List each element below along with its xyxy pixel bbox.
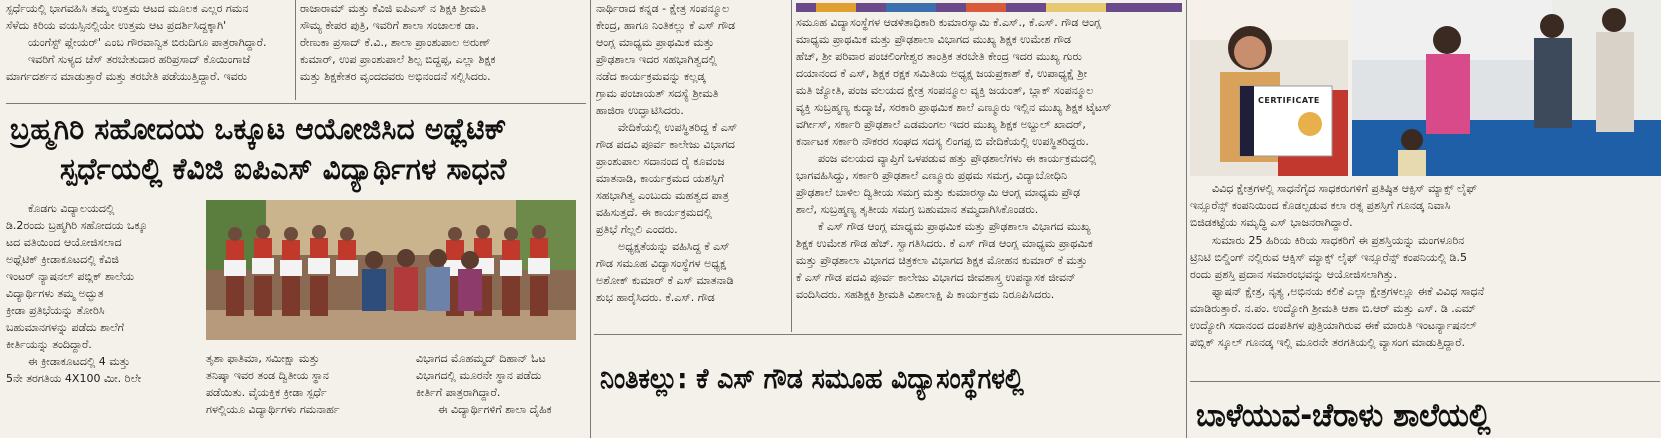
col1-top-line: ಮಾರ್ಗದರ್ಶನ ಮಾಡುತ್ತಾರೆ ಮತ್ತು ತರಬೇತಿ ಪಡೆಯುತ್ತಿದ್ದಾರೆ. ಇವರು [6,70,247,83]
col1-body-line: ಟದ ವತಿಯಿಂದ ಆಯೋಜಿಸಲಾದ [6,236,122,249]
col2-top-line: ಕುಮಾರ್, ಉಪ ಪ್ರಾಂಶುಪಾಲೆ ಶಿಲ್ಪ ಬಿದ್ದಪ್ಪ, ಎಲ್ಲಾ ಶಿಕ್ಷಕ [300,53,496,66]
col3-line: ಮಾತನಾಡಿ, ಕಾರ್ಯಕ್ರಮದ ಯಶಸ್ಸಿಗೆ [596,172,724,185]
col4-line: ಕೆ ಎಸ್ ಗೌಡ ಪದವಿ ಪೂರ್ವ ಕಾಲೇಜು ವಿಭಾಗದ ಜೀವಶಾಸ್ತ್ರ ಉಪನ್ಯಾಸಕ ಜೀವನ್ [796,271,1076,284]
col4-text [796,14,1182,303]
event-photo-strip [796,0,1182,12]
award-caption [1190,180,1660,231]
col3-line: ವೇದಿಕೆಯಲ್ಲಿ ಉಪಸ್ಥಿತರಿದ್ದ ಕೆ ಎಸ್ [618,121,738,134]
col1-body-line: ಬಹುಮಾನಗಳನ್ನು ಪಡೆದು ಶಾಲೆಗೆ [6,321,125,334]
col3-text [596,0,786,306]
col2-top-line: ಸೌಮ್ಯ ಕೇಪರ ಪುತ್ರಿ, ಇವರಿಗೆ ಶಾಲಾ ಸಂಚಾಲಕ ಡಾ. [300,19,479,32]
award-body-line: ಪಬ್ಲಿಕ್ ಸ್ಕೂಲ್ ಗೂನಡ್ಕ ಇಲ್ಲಿ ಮೂರನೇ ತರಗತಿಯಲ್ಲಿ ವ್ಯಾಸಂಗ ಮಾಡುತ್ತಿದ್ದಾರೆ. [1190,336,1465,349]
col3-line: ಹಾಜಿರಾ ಉದ್ಘಾಟಿಸಿದರು. [596,104,684,117]
col2-top-text [300,0,584,85]
col3-line: ಪ್ರೌಢಶಾಲಾ ಇದರ ಸಹಭಾಗಿತ್ವದಲ್ಲಿ [596,53,717,66]
col2-lower-line: ವಿಭಾಗದಲ್ಲಿ ಮೂರನೇ ಸ್ಥಾನ ಪಡೆದು [416,369,542,382]
award-body-line: ಸುಮಾರು 25 ಹಿರಿಯ ಕಿರಿಯ ಸಾಧಕರಿಗೆ ಈ ಪ್ರಶಸ್ತಿಯನ್ನು ಮಂಗಳೂರಿನ [1212,234,1465,247]
col1-body-line: ಕ್ರೀಡಾ ಪ್ರತಿಭೆಯನ್ನು ತೋರಿಸಿ [6,304,105,317]
col2-lower-line: ವಿಭಾಗದ ಮೊಹಮ್ಮದ್ ದಿಹಾನ್ ಓಟ [416,352,546,365]
col4-line: ದಯಾನಂದ ಕೆ ಎಸ್, ಶಿಕ್ಷಕ ರಕ್ಷಕ ಸಮಿತಿಯ ಅಧ್ಯಕ್ಷ ಜಯಪ್ರಕಾಶ್ ಕೆ, ಉಪಾಧ್ಯಕ್ಷೆ ಶ್ರೀ [796,67,1088,80]
col3-line: ಪ್ರಾಂಶುಪಾಲ ಸದಾನಂದ ರೈ ಕೂವಂಜ [596,155,725,168]
col3-line: ಗೌಡ ಸಮೂಹ ವಿದ್ಯಾಸಂಸ್ಥೆಗಳ ಅಧ್ಯಕ್ಷ [596,257,726,270]
column-rule [791,0,792,332]
col1-body-line: ಅಥ್ಲೆಟಿಕ್ ಕ್ರೀಡಾಕೂಟದಲ್ಲಿ ಕೆವಿಜಿ [6,253,119,266]
col1-body-line: ಡಿ.2ರಂದು ಬ್ರಹ್ಮಗಿರಿ ಸಹೋದಯ ಒಕ್ಕೂ [6,219,148,232]
athletes-photo-illustration [206,200,576,340]
column-rule [590,0,591,438]
award-caption-line: ವಿವಿಧ ಕ್ಷೇತ್ರಗಳಲ್ಲಿ ಸಾಧನೆಗೈದ ಸಾಧಕರುಗಳಿಗೆ ಪ್ರತಿಷ್ಠಿತ ಆಕ್ಸಿಸ್ ಮ್ಯಾಕ್ಸ್ ಲೈಫ್ [1212,182,1478,195]
col3-line: ಗ್ರಾಮ ಪಂಚಾಯತ್ ಸದಸ್ಯೆ ಶ್ರೀಮತಿ [596,87,719,100]
col3-line: ಅಶೋಕ್ ಕುಮಾರ್ ಕೆ ಎಸ್ ಮಾತನಾಡಿ [596,274,734,287]
col3-line: ಶುಭ ಹಾರೈಸಿದರು. ಕೆ.ಎಸ್. ಗೌಡ [596,291,715,304]
col2-lower-right-text [416,350,586,418]
award-body-line: ಮಾಡಿರುತ್ತಾರೆ. ನ.ಪಂ. ಉದ್ಯೋಗಿ ಶ್ರೀಮತಿ ಆಶಾ ಬಿ.ಆರ್ ಮತ್ತು ಎಸ್. ಡಿ .ಎಮ್ [1190,302,1476,315]
col4-line: ಹೆಚ್, ಶ್ರೀ ಪರಿವಾರ ಪಂಚಲಿಂಗೇಶ್ವರ ತಾಂತ್ರಿಕ ತರಬೇತಿ ಕೇಂದ್ರ ಇದರ ಮುಖ್ಯ ಗುರು [796,50,1082,63]
col4-line: ಶಾಲೆ, ಸುಬ್ರಹ್ಮಣ್ಯ ತೃತೀಯ ಸಮಗ್ರ ಬಹುಮಾನ ತಮ್ಮದಾಗಿಸಿಕೊಂಡರು. [796,203,1039,216]
col2-lower-line: ಕೀರ್ತಿಗೆ ಪಾತ್ರರಾಗಿದ್ದಾರೆ. [416,386,501,399]
col4-line: ಸಮೂಹ ವಿದ್ಯಾಸಂಸ್ಥೆಗಳ ಆಡಳಿತಾಧಿಕಾರಿ ಕುಮಾರಸ್ವಾಮಿ ಕೆ.ಎಸ್., ಕೆ.ಎಸ್. ಗೌಡ ಆಂಗ್ಲ [796,16,1102,29]
col3-line: ಆಂಗ್ಲ ಮಾಧ್ಯಮ ಪ್ರಾಥಮಿಕ ಮತ್ತು [596,36,715,49]
col2-lower-line: ಪಡೆಯಿತು. ವೈಯಕ್ತಿಕ ಕ್ರೀಡಾ ಸ್ಪರ್ಧೆ [206,386,327,399]
award-body-line: ರಂದು ಪ್ರಶಸ್ತಿ ಪ್ರದಾನ ಸಮಾರಂಭವನ್ನು ಆಯೋಜಿಸಲಾಗಿತ್ತು. [1190,268,1398,281]
col4-line: ಪಂಜ ವಲಯದ ವ್ಯಾಪ್ತಿಗೆ ಒಳಪಡುವ ಹತ್ತು ಪ್ರೌಢಶಾಲೆಗಳು ಈ ಕಾರ್ಯಕ್ರಮದಲ್ಲಿ [818,152,1097,165]
award-body-line: ಫ್ಯಾಷನ್ ಕ್ಷೇತ್ರ, ನೃತ್ಯ ,ಅಭಿನಯ ಕಲಿಕೆ ಎಲ್ಲಾ ಕ್ಷೇತ್ರಗಳಲ್ಲೂ ಈಕೆ ವಿವಿಧ ಸಾಧನೆ [1212,285,1485,298]
col4-line: ವ್ಯಕ್ತಿ ಸುಬ್ರಹ್ಮಣ್ಯ ಕುದ್ಮಾಜೆ, ಸರಕಾರಿ ಪ್ರಾಥಮಿಕ ಶಾಲೆ ಎಣ್ಮೂರು ಇಲ್ಲಿನ ಮುಖ್ಯ ಶಿಕ್ಷಕ ಟೈಟಸ್ [796,101,1112,114]
col1-body-line: ಈ ಕ್ರೀಡಾಕೂಟದಲ್ಲಿ 4 ಮತ್ತು [28,355,131,368]
column-rule [1186,0,1187,438]
col3-line: ವಹಿಸುತ್ತದೆ. ಈ ಕಾರ್ಯಕ್ರಮದಲ್ಲಿ [596,206,712,219]
col4-line: ಪ್ರೌಢಶಾಲೆ ಬಾಳಿಲ ದ್ವಿತೀಯ ಸಮಗ್ರ ಮತ್ತು ಕುಮಾರಸ್ವಾಮಿ ಆಂಗ್ಲ ಮಾಧ್ಯಮ ಪ್ರೌಢ [796,186,1081,199]
col2-lower-line: ತನಿಷ್ಕಾ ಇವರ ತಂಡ ದ್ವಿತೀಯ ಸ್ಥಾನ [206,369,329,382]
award-body-line: ಉದ್ಯೋಗಿ ಸದಾನಂದ ದಂಪತಿಗಳ ಪುತ್ರಿಯಾಗಿರುವ ಈಕೆ ಮಾರುತಿ ಇಂಟರ್ನ್ಯಾಷನಲ್ [1190,319,1477,332]
col1-body-line: 5ನೇ ತರಗತಿಯ 4X100 ಮೀ. ರಿಲೇ [6,372,142,385]
headline-ninthikallu: ನಿಂತಿಕಲ್ಲು: ಕೆ ಎಸ್ ಗೌಡ ಸಮೂಹ ವಿದ್ಯಾಸಂಸ್ಥೆಗಳಲ್ಲಿ [600,362,1024,395]
col1-body-line: ಕೊಡಗು ವಿದ್ಯಾಲಯದಲ್ಲಿ [28,202,115,215]
award-photo-left-illustration [1190,0,1348,176]
col1-body-line: ಇಂಟರ್ ನ್ಯಾಷನಲ್ ಪಬ್ಲಿಕ್ ಶಾಲೆಯ [6,270,135,283]
col4-line: ಕೆ ಎಸ್ ಗೌಡ ಆಂಗ್ಲ ಮಾಧ್ಯಮ ಪ್ರಾಥಮಿಕ ಮತ್ತು ಪ್ರೌಢಶಾಲಾ ವಿಭಾಗದ ಮುಖ್ಯ [818,220,1091,233]
col4-line: ಕರ್ನಾಟಕ ಸರ್ಕಾರಿ ನೌಕರರ ಸಂಘದ ಸದಸ್ಯ ಲಿಂಗಪ್ಪ ಬಿ ವೇದಿಕೆಯಲ್ಲಿ ಉಪಸ್ಥಿತರಿದ್ದರು. [796,135,1089,148]
col1-body-line: ವಿದ್ಯಾರ್ಥಿಗಳು ತಮ್ಮ ಅದ್ಭುತ [6,287,104,300]
section-rule [6,103,586,104]
award-caption-line: ಇನ್ಸೂರೆನ್ಸ್ ಕಂಪನಿಯಿಂದ ಕೊಡಲ್ಪಡುವ ಕಲಾ ರತ್ನ ಪ್ರಶಸ್ತಿಗೆ ಗೂನಡ್ಕ ನಿವಾಸಿ [1190,199,1451,212]
headline-athletics-line2: ಸ್ಪರ್ಧೆಯಲ್ಲಿ ಕೆವಿಜಿ ಐಪಿಎಸ್ ವಿದ್ಯಾರ್ಥಿಗಳ ಸಾಧನೆ [60,152,507,187]
col2-top-line: ರಾಜಾರಾಮ್ ಮತ್ತು ಕೆವಿಜಿ ಐಪಿಎಸ್ ನ ಶಿಕ್ಷಕಿ ಶ್ರೀಮತಿ [300,2,487,15]
col2-top-line: ರೇಣುಕಾ ಪ್ರಸಾದ್ ಕೆ.ವಿ., ಶಾಲಾ ಪ್ರಾಂಶುಪಾಲ ಅರುಣ್ [300,36,491,49]
award-photo-girl-certificate [1190,0,1348,176]
event-photo-illustration [796,3,1182,12]
col1-body-line: ಕೀರ್ತಿಯನ್ನು ತಂದಿದ್ದಾರೆ. [6,338,92,351]
col2-top-line: ಮತ್ತು ಶಿಕ್ಷಕೇತರ ವೃಂದದವರು ಅಭಿನಂದನೆ ಸಲ್ಲಿಸಿದರು. [300,70,491,83]
col1-top-line: ಇವರಿಗೆ ಸುಳ್ಯದ ಚೆಸ್ ತರಬೇತುದಾರ ಹರಿಪ್ರಸಾದ್ ಕೊಯಿಂಗಾಜೆ [28,53,251,66]
award-caption-line: ಬಿಜಿಡಕಟ್ಟೆಯ ಸಮೃದ್ಧಿ ಎಸ್ ಭಾಜನರಾಗಿದ್ದಾರೆ. [1190,216,1353,229]
col3-line: ಗೌಡ ಪದವಿ ಪೂರ್ವ ಕಾಲೇಜು ವಿಭಾಗದ [596,138,735,151]
award-body-text [1190,232,1660,351]
col3-line: ನಾರ್ಥಿರಾದ ಕನ್ನಡ - ಕ್ಷೇತ್ರ ಸಂಪನ್ಮೂಲ [596,2,730,15]
col4-line: ವಂದಿಸಿದರು. ಸಹಶಿಕ್ಷಕಿ ಶ್ರೀಮತಿ ವಿಶಾಲಾಕ್ಷಿ ಪಿ ಕಾರ್ಯಕ್ರಮ ನಿರೂಪಿಸಿದರು. [796,288,1055,301]
col2-lower-left-text [206,350,406,418]
section-rule [594,334,1182,335]
col1-top-line: ಸೆಳೆದು ಕಿರಿಯ ವಯಸ್ಸಿನಲ್ಲಿಯೇ ಉತ್ತಮ ಆಟ ಪ್ರದರ್ಶಿಸಿದ್ದಕ್ಕಾಗಿ' [6,19,227,32]
col4-line: ಶಿಕ್ಷಕ ಉಮೇಶ ಗೌಡ ಹೆಚ್. ಸ್ವಾಗತಿಸಿದರು. ಕೆ ಎಸ್ ಗೌಡ ಆಂಗ್ಲ ಮಾಧ್ಯಮ ಪ್ರಾಥಮಿಕ [796,237,1093,250]
col2-lower-line: ಈ ವಿದ್ಯಾರ್ಥಿಗಳಿಗೆ ಶಾಲಾ ದೈಹಿಕ [438,403,552,416]
headline-school-event: ಬಾಳೆಯುವ-ಚೆರಾಳು ಶಾಲೆಯಲ್ಲಿ [1196,396,1491,434]
col3-line: ಸಹಭಾಗಿತ್ವ ಎಂಬುದು ಮಹತ್ವದ ಪಾತ್ರ [596,189,729,202]
col2-lower-line: ಗಳಲ್ಲಿಯೂ ವಿದ್ಯಾರ್ಥಿಗಳು ಗಮನಾರ್ಹ [206,403,340,416]
col4-line: ಭಾಗವಹಿಸಿದ್ದು, ಸರ್ಕಾರಿ ಪ್ರೌಢಶಾಲೆ ಎಣ್ಮೂರು ಪ್ರಥಮ ಸಮಗ್ರ, ವಿದ್ಯಾಬೋಧಿನಿ [796,169,1068,182]
column-rule [295,0,296,100]
col3-line: ಪ್ರತಿಭೆ ಗೆಲ್ಲಲಿ ಎಂದರು. [596,223,678,236]
award-photo-family [1352,0,1661,176]
athletes-group-photo [206,200,576,340]
col1-top-line: ಯಂಗೆಸ್ಟ್ ಪ್ಲೇಯರ್' ಎಂಬ ಗೌರವಾನ್ವಿತ ಬಿರುದಿಗೂ ಪಾತ್ರರಾಗಿದ್ದಾರೆ. [28,36,267,49]
col3-line: ಕೇಂದ್ರ, ಹಾಗೂ ನಿಂತಿಕಲ್ಲು ಕೆ ಎಸ್ ಗೌಡ [596,19,736,32]
section-rule [1190,381,1660,382]
col3-line: ನಡೆದ ಕಾರ್ಯಕ್ರಮವನ್ನು ಕಲ್ಲಡ್ಕ [596,70,706,83]
col1-body-text [6,200,202,387]
col2-lower-line: ತೃಶಾ ಫಾತಿಮಾ, ಸಮೀಕ್ಷಾ ಮತ್ತು [206,352,320,365]
certificate-label: CERTIFICATE [1258,96,1320,105]
col4-line: ಮತಿ ಜ್ಯೋತಿ, ಪಂಜ ವಲಯದ ಕ್ಷೇತ್ರ ಸಂಪನ್ಮೂಲ ವ್ಯಕ್ತಿ ಜಯಂತ್, ಬ್ಲಾಕ್ ಸಂಪನ್ಮೂಲ [796,84,1094,97]
headline-athletics-line1: ಬ್ರಹ್ಮಗಿರಿ ಸಹೋದಯ ಒಕ್ಕೂಟ ಆಯೋಜಿಸಿದ ಅಥ್ಲೆಟಿಕ್ [10,112,507,147]
award-photo-right-illustration [1352,0,1661,176]
col4-line: ಮತ್ತು ಪ್ರೌಢಶಾಲಾ ವಿಭಾಗದ ಚಿತ್ರಕಲಾ ವಿಭಾಗದ ಶಿಕ್ಷಕ ಮೋಹನ ಕುಮಾರ್ ಕೆ ಮತ್ತು [796,254,1088,267]
col4-line: ಮಾಧ್ಯಮ ಪ್ರಾಥಮಿಕ ಮತ್ತು ಪ್ರೌಢಶಾಲಾ ವಿಭಾಗದ ಮುಖ್ಯ ಶಿಕ್ಷಕ ಉಮೇಶ ಗೌಡ [796,33,1071,46]
col4-line: ವರ್ಗೀಸ್, ಸರ್ಕಾರಿ ಪ್ರೌಢಶಾಲೆ ಎಡಮಂಗಲ ಇದರ ಮುಖ್ಯ ಶಿಕ್ಷಕ ಅಬ್ದುಲ್ ಖಾದರ್, [796,118,1086,131]
col1-top-line: ಸ್ಪರ್ಧೆಯಲ್ಲಿ ಭಾಗವಹಿಸಿ ತಮ್ಮ ಉತ್ತಮ ಆಟದ ಮೂಲಕ ಎಲ್ಲರ ಗಮನ [6,2,249,15]
col3-line: ಅಧ್ಯಕ್ಷತೆಯನ್ನು ವಹಿಸಿದ್ದ ಕೆ ಎಸ್ [618,240,730,253]
award-body-line: ಟ್ರಿನಿಟಿ ಬಿಲ್ಡಿಂಗ್ ನಲ್ಲಿರುವ ಆಕ್ಸಿಸ್ ಮ್ಯಾಕ್ಸ್ ಲೈಫ್ ಇನ್ಸೂರೆನ್ಸ್ ಕಂಪನಿಯಲ್ಲಿ ಡಿ.5 [1190,251,1467,264]
